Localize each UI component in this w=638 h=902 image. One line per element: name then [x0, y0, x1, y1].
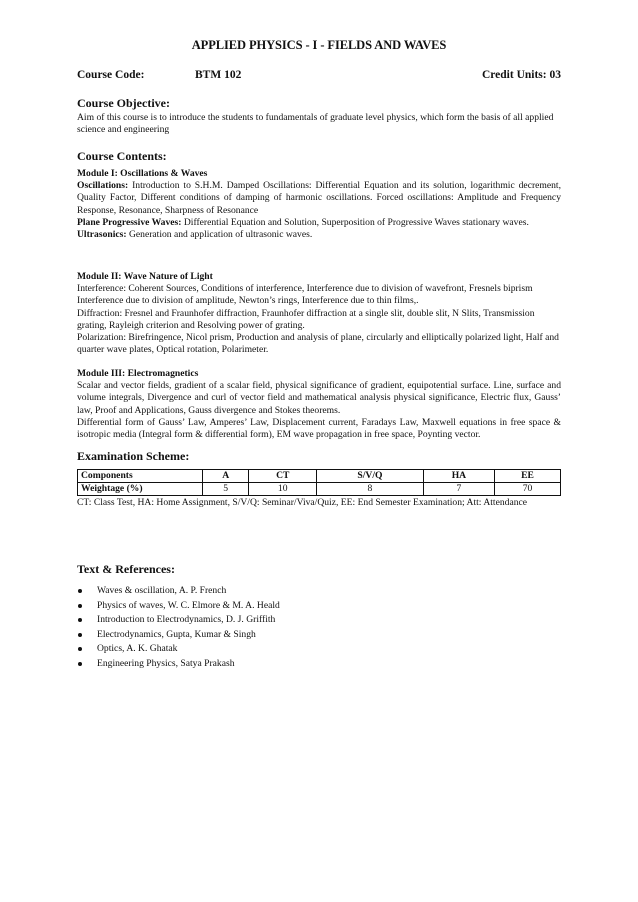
bullet-icon: [78, 647, 82, 651]
module-3-text-1: Scalar and vector fields, gradient of a scalar field, physical significance of gradient, equipotential surface. Line, surface and volume integrals, Divergence and curl of vector field and mathematical analysis physical significance, Electric flux, Gauss’ law, Proof and Applications, Gauss divergence and Stokes theorems.: [77, 380, 561, 416]
diffraction-text: Diffraction: Fresnel and Fraunhofer diffraction, Fraunhofer diffraction at a single slit, double slit, N Slits, Transmission grating, Rayleigh criterion and Resolving power of grating.: [77, 307, 535, 331]
exam-header-cell: CT: [249, 470, 317, 483]
exam-heading: Examination Scheme:: [77, 449, 190, 463]
exam-header-cell: A: [203, 470, 249, 483]
reference-text: Electrodynamics, Gupta, Kumar & Singh: [97, 628, 256, 640]
exam-header-cell: Components: [78, 470, 203, 483]
reference-text: Optics, A. K. Ghatak: [97, 643, 178, 655]
polarization-text: Polarization: Birefringence, Nicol prism, Production and analysis of plane, circularly and elliptically polarized light, Half and quarter wave plates, Optical rotation, Polarimeter.: [77, 332, 559, 356]
list-item: [77, 613, 280, 628]
bullet-icon: [78, 618, 82, 622]
module-1-title: Module I: Oscillations & Waves: [77, 168, 208, 179]
plane-waves-label: Plane Progressive Waves:: [77, 216, 182, 228]
exam-header-cell: EE: [495, 470, 561, 483]
objective-heading: Course Objective:: [77, 96, 170, 110]
module-3-title: Module III: Electromagnetics: [77, 368, 199, 379]
list-item: [77, 642, 280, 657]
exam-cell: 8: [317, 483, 424, 496]
list-item: [77, 657, 280, 672]
reference-text: Introduction to Electrodynamics, D. J. Griffith: [97, 614, 276, 626]
reference-text: Physics of waves, W. C. Elmore & M. A. Heald: [97, 599, 280, 611]
references-heading: Text & References:: [77, 562, 175, 576]
exam-header-cell: HA: [423, 470, 494, 483]
exam-cell: 7: [423, 483, 494, 496]
interference-text: Interference: Coherent Sources, Conditions of interference, Interference due to division of wavefront, Fresnels biprism Interference due to division of amplitude, Newton’s rings, Interference due to thin films,.: [77, 283, 533, 307]
module-1: [77, 168, 561, 241]
exam-table: [77, 469, 561, 496]
exam-cell: 10: [249, 483, 317, 496]
bullet-icon: [78, 633, 82, 637]
exam-cell: 70: [495, 483, 561, 496]
ultrasonics-label: Ultrasonics:: [77, 229, 127, 241]
bullet-icon: [78, 604, 82, 608]
module-2: [77, 271, 561, 356]
exam-note: CT: Class Test, HA: Home Assignment, S/V/Q: Seminar/Viva/Quiz, EE: End Semester Examination; Att: Attendance: [77, 497, 528, 508]
bullet-icon: [78, 589, 82, 593]
reference-text: Engineering Physics, Satya Prakash: [97, 657, 235, 669]
ultrasonics-text: Generation and application of ultrasonic waves.: [126, 229, 313, 241]
list-item: [77, 599, 280, 614]
page-title: APPLIED PHYSICS - I - FIELDS AND WAVES: [191, 38, 447, 52]
exam-cell: Weightage (%): [78, 483, 203, 496]
objective-text: Aim of this course is to introduce the students to fundamentals of graduate level physics, which form the basis of all applied science and engineering: [77, 112, 554, 136]
course-code-label: Course Code:: [77, 69, 145, 81]
plane-waves-text: Differential Equation and Solution, Superposition of Progressive Waves stationary waves.: [181, 216, 529, 228]
list-item: [77, 584, 280, 599]
exam-header-row: [78, 470, 561, 483]
course-code-value: BTM 102: [195, 69, 242, 81]
contents-heading: Course Contents:: [77, 149, 167, 163]
module-3: [77, 368, 561, 441]
exam-cell: 5: [203, 483, 249, 496]
exam-header-cell: S/V/Q: [317, 470, 424, 483]
module-3-text-2: Differential form of Gauss’ Law, Amperes’ Law, Displacement current, Faradays Law, Maxwell equations in free space & isotropic media (Integral form & differential form), EM wave propagation in free space, Poynting vector.: [77, 416, 561, 441]
oscillations-text: Introduction to S.H.M. Damped Oscillations: Differential Equation and its solution, logarithmic decrement, Quality Factor, Different conditions of damping of harmonic oscillations. Forced oscillations: Amplitude and Frequency Response, Resonance, Sharpness of Resonance: [77, 180, 561, 216]
list-item: [77, 628, 280, 643]
module-2-title: Module II: Wave Nature of Light: [77, 271, 213, 282]
bullet-icon: [78, 662, 82, 666]
oscillations-label: Oscillations:: [77, 180, 129, 192]
references-list: [77, 584, 280, 672]
credit-units: Credit Units: 03: [481, 69, 561, 81]
reference-text: Waves & oscillation, A. P. French: [97, 585, 227, 596]
exam-weightage-row: [78, 483, 561, 496]
